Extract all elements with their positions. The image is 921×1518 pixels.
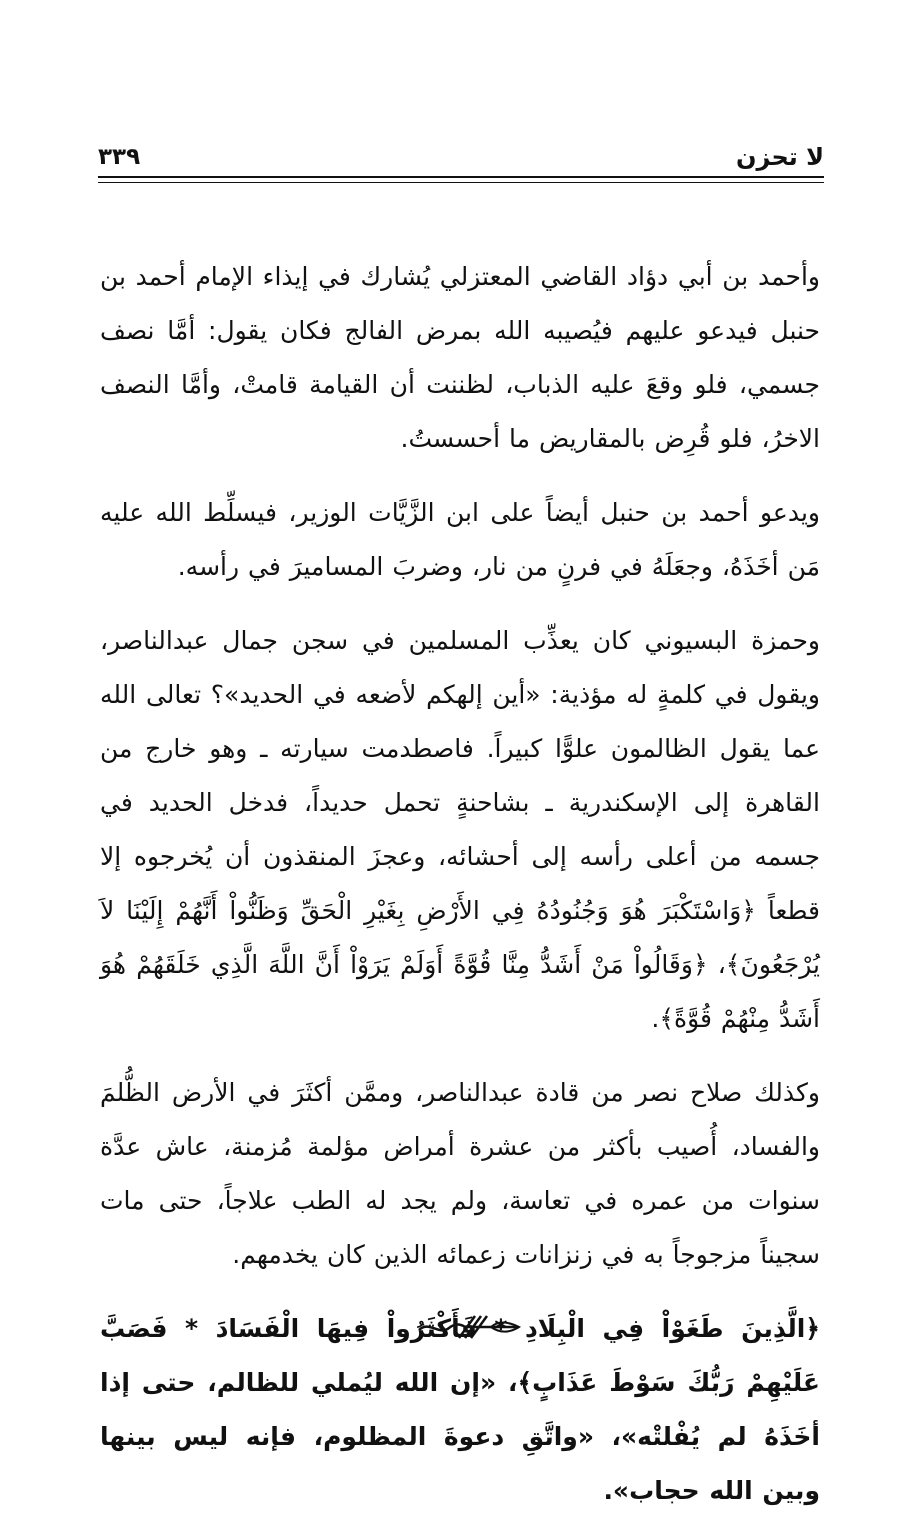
paragraph-3: وحمزة البسيوني كان يعذِّب المسلمين في سجن جمال عبدالناصر، ويقول في كلمةٍ له مؤذية: «أين إلهكم لأضعه في الحديد»؟ تعالى الله عما يقول الظالمون علوًّا كبيراً. فاصطدمت سيارته ـ وهو خارج من القاهرة إلى الإسكندرية ـ بشاحنةٍ تحمل حديداً، فدخل الحديد في جسمه من أعلى رأسه إلى أحشائه، وعجزَ المنقذون أن يُخرجوه إلا قطعاً ﴿وَاسْتَكْبَرَ هُوَ وَجُنُودُهُ فِي الأَرْضِ بِغَيْرِ الْحَقِّ وَظَنُّواْ أَنَّهُمْ إِلَيْنَا لاَ يُرْجَعُونَ﴾، ﴿وَقَالُواْ مَنْ أَشَدُّ مِنَّا قُوَّةً أَوَلَمْ يَرَوْاْ أَنَّ اللَّهَ الَّذِي خَلَقَهُمْ هُوَ أَشَدُّ مِنْهُمْ قُوَّةً﴾.	[100, 626, 820, 1033]
header-rule	[98, 176, 824, 178]
paragraph-2: ويدعو أحمد بن حنبل أيضاً على ابن الزَّيَّات الوزير، فيسلِّط الله عليه مَن أخَذَهُ، وجعَلَهُ في فرنٍ من نار، وضربَ المساميرَ في رأسه.	[100, 498, 820, 581]
header-rule-thin	[98, 182, 824, 183]
running-title: لا تحزن	[736, 143, 824, 171]
decorative-flourish-icon	[415, 1312, 525, 1342]
paragraph-5-quote: ﴿الَّذِينَ طَغَوْاْ فِي الْبِلَادِ * فَأَكْثَرُواْ فِيهَا الْفَسَادَ * فَصَبَّ عَلَيْهِمْ رَبُّكَ سَوْطَ عَذَابٍ﴾، «إن الله ليُملي للظالم، حتى إذا أخَذَهُ لم يُفْلتْه»، «واتَّقِ دعوةَ المظلوم، فإنه ليس بينها وبين الله حجاب».	[100, 1314, 820, 1505]
paragraph-4: وكذلك صلاح نصر من قادة عبدالناصر، وممَّن أكثَرَ في الأرض الظُّلمَ والفساد، أُصيب بأكثر من عشرة أمراض مؤلمة مُزمنة، عاش عدَّة سنوات من عمره في تعاسة، ولم يجد له الطب علاجاً، حتى مات سجيناً مزجوجاً به في زنزانات زعمائه الذين كان يخدمهم.	[100, 1078, 820, 1269]
page-number: ٣٣٩	[98, 144, 141, 170]
page-header	[98, 140, 824, 176]
paragraph-1: وأحمد بن أبي دؤاد القاضي المعتزلي يُشارك في إيذاء الإمام أحمد بن حنبل فيدعو عليهم فيُصيبه الله بمرض الفالج فكان يقول: أمَّا نصف جسمي، فلو وقعَ عليه الذباب، لظننت أن القيامة قامتْ، وأمَّا النصف الاخرُ، فلو قُرِض بالمقاريض ما أحسستُ.	[100, 262, 820, 453]
